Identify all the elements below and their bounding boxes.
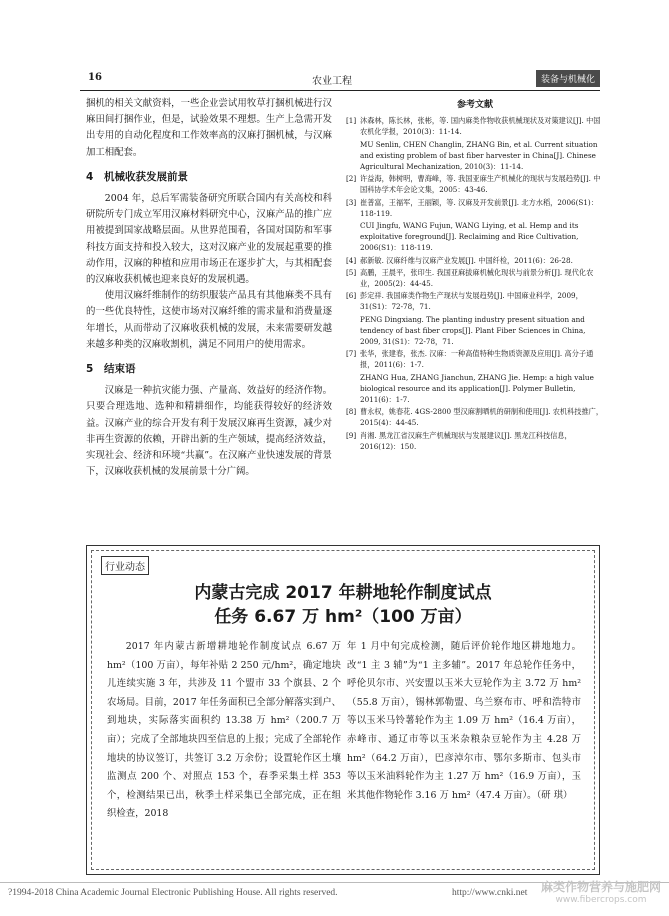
- references-column: [346, 100, 604, 453]
- news-title-line-2: 任务 6.67 万 hm²（100 万亩）: [214, 607, 472, 627]
- reference-item: [346, 290, 604, 312]
- section-4-number: 4: [86, 170, 94, 183]
- reference-number: [5]: [346, 267, 357, 277]
- reference-text: 彭定祥. 我国麻类作物生产现状与发展趋势[J]. 中国麻业科学，2009，31(S1)：72-78，71.: [360, 291, 583, 312]
- section-tag: 装备与机械化: [536, 70, 600, 87]
- reference-text: 肖湘. 黑龙江省汉麻生产机械现状与发展建议[J]. 黑龙江科技信息，2016(12)：150.: [360, 430, 572, 451]
- news-column-right: [347, 638, 581, 805]
- reference-item: [346, 139, 604, 173]
- section-4-paragraph-1: 2004 年，总后军需装备研究所联合国内有关高校和科研院所专门成立军用汉麻材料研究中心，汉麻产品的推广应用被提到国家战略层面。从世界范围看，各国对国防和军事科技方面支持和投入较大，这对汉麻产业的发展起重要的推动作用，汉麻的种植和应用市场正在逐步扩大，与其相配套的汉麻收获机械也迎来良好的发展机遇。: [86, 193, 332, 286]
- site-watermark: [541, 878, 661, 905]
- section-4-heading: [86, 169, 332, 185]
- reference-item: [346, 314, 604, 348]
- news-title-line-1: 内蒙古完成 2017 年耕地轮作制度试点: [194, 583, 492, 603]
- reference-text: MU Senlin, CHEN Changlin, ZHANG Bin, et al. Current situation and existing problem of bast fiber harvester in China[J]. Chinese Agricultural Mechanization, 2010(3)：11-14.: [360, 139, 598, 172]
- reference-text: 沐森林，陈长林，张彬，等. 国内麻类作物收获机械现状及对策建议[J]. 中国农机化学报，2010(3)：11-14.: [360, 116, 601, 137]
- reference-text: 高鹏，王晨平，张印生. 我国亚麻拔麻机械化现状与前景分析[J]. 现代化农业，2005(2)：44-45.: [360, 267, 594, 289]
- news-column-left: [107, 638, 341, 824]
- news-box: [86, 545, 600, 875]
- section-4-title: 机械收获发展前景: [104, 170, 188, 183]
- watermark-line-2: www.fibercrops.com: [555, 895, 647, 905]
- references-list: [346, 115, 604, 452]
- reference-text: ZHANG Hua, ZHANG Jianchun, ZHANG Jie. Hemp: a high value biological resource and its application[J]. Polymer Bulletin, 2011(6)：1-7.: [360, 372, 594, 405]
- reference-number: [4]: [346, 255, 357, 265]
- intro-paragraph: 捆机的相关文献资料，一些企业尝试用牧草打捆机械进行汉麻田间打捆作业，但是，试验效果不理想。生产上急需开发出专用的自动化程度和工作效率高的汉麻打捆机械，与汉麻加工相配套。: [86, 98, 332, 158]
- news-tag: 行业动态: [101, 556, 149, 575]
- watermark-line-1: 麻类作物营养与施肥网: [540, 880, 661, 894]
- reference-item: [346, 372, 604, 406]
- reference-number: [9]: [346, 430, 357, 440]
- reference-item: [346, 115, 604, 137]
- page-header: [80, 68, 600, 90]
- journal-name: 农业工程: [312, 76, 352, 87]
- reference-item: [346, 406, 604, 428]
- section-5-title: 结束语: [104, 363, 136, 376]
- section-5-heading: [86, 361, 332, 377]
- reference-number: [7]: [346, 349, 357, 359]
- section-4-paragraph-2: 使用汉麻纤维制作的纺织服装产品具有其他麻类不具有的一些优良特性，这使市场对汉麻纤维的需求量和消费量逐年增长，从而带动了汉麻收获机械的发展，未来需要研发越来越多种类的汉麻收割机，满足不同用户的使用需求。: [86, 290, 332, 350]
- reference-text: 郝新敏. 汉麻纤维与汉麻产业发展[J]. 中国纤检，2011(6)：26-28.: [360, 255, 573, 265]
- section-5-paragraph-1: 汉麻是一种抗灾能力强、产量高、效益好的经济作物。只要合理选地、选种和精耕细作，均能获得较好的经济效益。汉麻产业的综合开发有利于发展汉麻再生资源，减少对非再生资源的依赖，开辟出新的生产领域，提高经济效益，实现社会、经济和环境“共赢”。在汉麻产业快速发展的背景下，汉麻收获机械的发展前景十分广阔。: [86, 385, 332, 478]
- reference-text: CUI Jingfu, WANG Fujun, WANG Liying, et al. Hemp and its exploitative foreground[J]. Reclaiming and Rice Cultivation, 2006(S1)：118-119.: [360, 221, 579, 253]
- reference-text: 崔普富，王福军，王丽颖，等. 汉麻及开发前景[J]. 北方水稻，2006(S1)：118-119.: [360, 197, 598, 218]
- reference-number: [2]: [346, 174, 357, 184]
- reference-item: [346, 255, 604, 266]
- reference-item: [346, 267, 604, 289]
- reference-number: [1]: [346, 116, 357, 126]
- news-paragraph-1: 2017 年内蒙古新增耕地轮作制度试点 6.67 万 hm²（100 万亩），每年补贴 2 250 元/hm²，确定地块儿连续实施 3 年，共涉及 11 个盟市 33 个旗县、2 个农场局。目前，2017 年任务面积已全部分解落实到户、到地块，实际落实面积约 13.38 万 hm²（200.7 万亩）；完成了全部地块四至信息的上报；完成了全部轮作地块的协议签订，共签订 3.2 万余份；设置轮作区土壤监测点 200 个、对照点 153 个，春季采集土样 353 个，检测结果已出，秋季土样采集已全部完成，正在组织检查，2018: [107, 641, 341, 820]
- reference-number: [6]: [346, 291, 357, 301]
- reference-text: 张华，张建春，张杰. 汉麻：一种高值特种生物质资源及应用[J]. 高分子通报，2011(6)：1-7.: [360, 349, 594, 370]
- reference-number: [3]: [346, 197, 357, 207]
- references-title: 参考文献: [456, 100, 493, 110]
- reference-item: [346, 197, 604, 219]
- news-paragraph-2: 年 1 月中旬完成检测，随后评价轮作地区耕地地力。改“1 主 3 辅”为“1 主多辅”。2017 年总轮作任务中，呼伦贝尔市、兴安盟以玉米大豆轮作为主 3.72 万 hm²（55.8 万亩），锡林郭勒盟、乌兰察布市、呼和浩特市等以玉米马铃薯轮作为主 1.09 万 hm²（16.4 万亩），赤峰市、通辽市等以玉米杂粮杂豆轮作为主 4.28 万 hm²（64.2 万亩），巴彦淖尔市、鄂尔多斯市、包头市等以玉米油料轮作为主 1.27 万 hm²（16.9 万亩），玉米其他作物轮作 3.16 万 hm²（47.4 万亩）。（研 琪）: [347, 641, 581, 801]
- reference-text: PENG Dingxiang. The planting industry present situation and tendency of bast fiber crops[J]. Plant Fiber Sciences in China, 2009, 31(S1)：72-78，71.: [360, 314, 586, 347]
- reference-text: 曹永权，姚春花. 4GS-2800 型汉麻割晒机的研制和使用[J]. 农机科技推广，2015(4)：44-45.: [360, 407, 604, 428]
- page-number: 16: [88, 72, 102, 83]
- section-5-number: 5: [86, 363, 94, 376]
- reference-item: [346, 220, 604, 254]
- reference-text: 许益海，韩树明，曹海峰，等. 我国亚麻生产机械化的现状与发展趋势[J]. 中国科协学术年会论文集，2005：43-46.: [360, 174, 601, 195]
- left-column: [86, 96, 332, 480]
- header-rule: [80, 90, 600, 91]
- footer-copyright: ?1994-2018 China Academic Journal Electronic Publishing House. All rights reserved.: [8, 888, 338, 898]
- reference-item: [346, 348, 604, 370]
- reference-number: [8]: [346, 407, 357, 417]
- reference-item: [346, 430, 604, 452]
- reference-item: [346, 173, 604, 195]
- footer-url[interactable]: http://www.cnki.net: [452, 888, 528, 898]
